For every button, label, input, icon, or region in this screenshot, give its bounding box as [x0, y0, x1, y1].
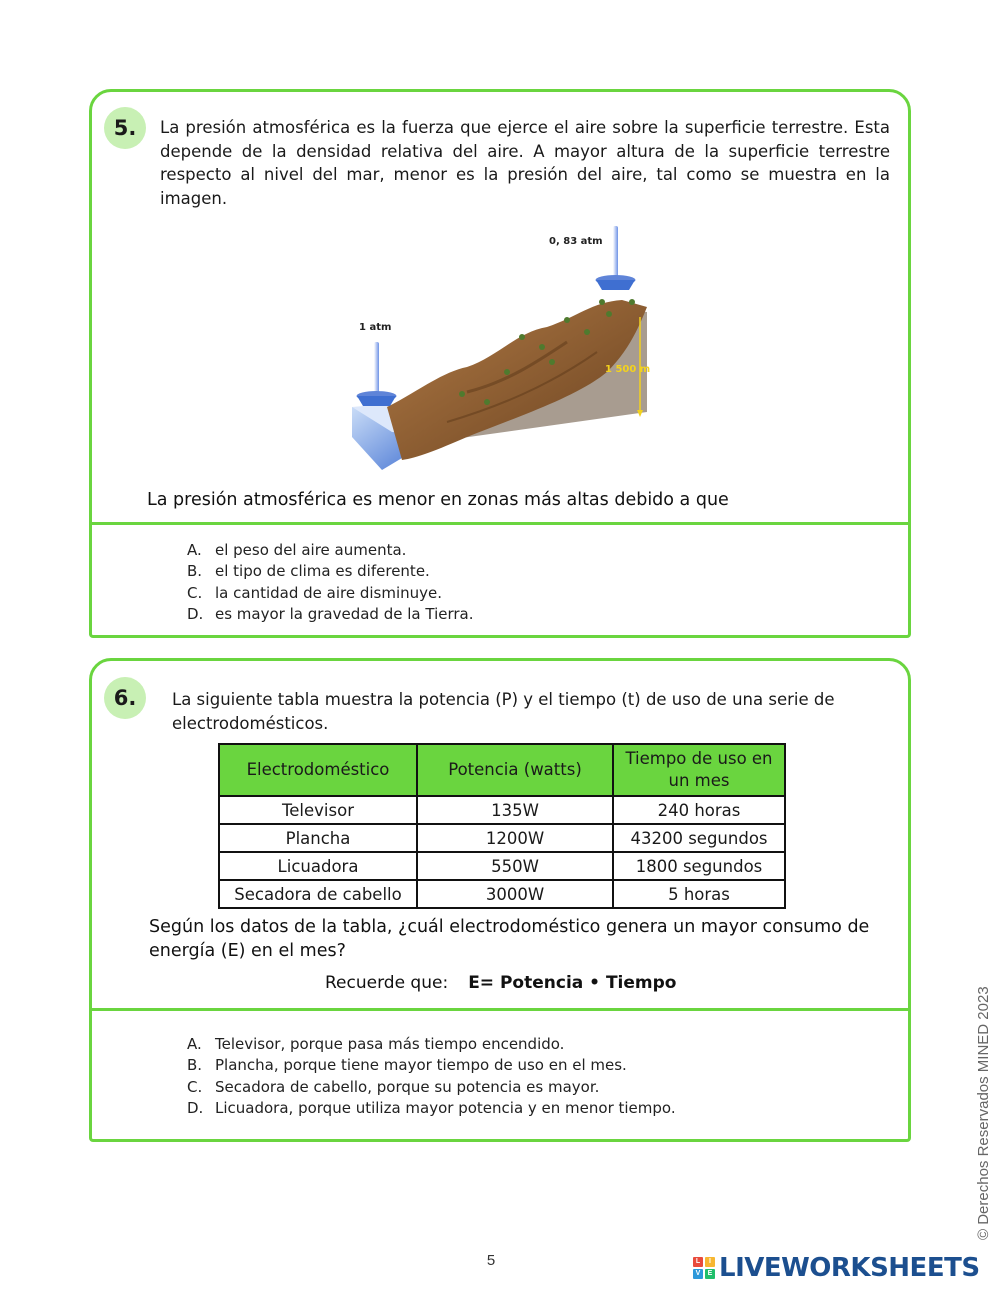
pressure-label-altitude: 0, 83 atm: [549, 236, 603, 247]
logo-text: LIVEWORKSHEETS: [719, 1253, 980, 1283]
option-a[interactable]: A. Televisor, porque pasa más tiempo encendido.: [187, 1034, 565, 1053]
question-6-card: [89, 658, 911, 1142]
divider: [92, 522, 908, 525]
option-c[interactable]: C. la cantidad de aire disminuye.: [187, 583, 443, 602]
option-d[interactable]: D. es mayor la gravedad de la Tierra.: [187, 605, 474, 624]
table-row: Licuadora 550W 1800 segundos: [219, 852, 785, 880]
question-number-badge: 6.: [104, 677, 146, 719]
answer-options: [187, 539, 474, 625]
question-paragraph: La presión atmosférica es la fuerza que ejerce el aire sobre la superficie terrestre. Esta depende de la densidad relativa del aire. A mayor altura de la superficie terrestre respecto al nivel del mar, menor es la presión del aire, tal como se muestra en la imagen.: [160, 118, 890, 208]
appliance-table: [218, 743, 786, 909]
option-b[interactable]: B. el tipo de clima es diferente.: [187, 562, 430, 581]
question-paragraph: La siguiente tabla muestra la potencia (P) y el tiempo (t) de uso de una serie de electrodomésticos.: [172, 690, 835, 733]
energy-formula: [325, 973, 676, 993]
table-header: Potencia (watts): [417, 744, 613, 796]
table-row: Plancha 1200W 43200 segundos: [219, 824, 785, 852]
question-number-badge: 5.: [104, 107, 146, 149]
table-header: Tiempo de uso en un mes: [613, 744, 785, 796]
answer-options: [187, 1033, 676, 1119]
divider: [92, 1008, 908, 1011]
atmospheric-pressure-figure: [347, 222, 667, 477]
table-row: Secadora de cabello 3000W 5 horas: [219, 880, 785, 908]
pressure-label-sea-level: 1 atm: [359, 322, 392, 333]
logo-blocks-icon: L I V E: [693, 1257, 715, 1279]
height-label: 1 500 m: [605, 364, 651, 375]
copyright-notice: © Derechos Reservados MINED 2023: [975, 986, 992, 1240]
question-stem: La presión atmosférica es menor en zonas más altas debido a que: [147, 490, 729, 510]
option-d[interactable]: D. Licuadora, porque utiliza mayor potencia y en menor tiempo.: [187, 1099, 676, 1118]
page-number: 5: [486, 1252, 496, 1269]
option-c[interactable]: C. Secadora de cabello, porque su potencia es mayor.: [187, 1077, 600, 1096]
question-5-card: [89, 89, 911, 638]
table-row: Televisor 135W 240 horas: [219, 796, 785, 824]
formula-expression: E= Potencia • Tiempo: [468, 973, 677, 993]
formula-label: Recuerde que:: [325, 973, 449, 993]
question-stem: Según los datos de la tabla, ¿cuál electrodoméstico genera un mayor consumo de energía (E) en el mes?: [149, 917, 870, 961]
option-b[interactable]: B. Plancha, porque tiene mayor tiempo de uso en el mes.: [187, 1056, 627, 1075]
option-a[interactable]: A. el peso del aire aumenta.: [187, 540, 407, 559]
table-header: Electrodoméstico: [219, 744, 417, 796]
liveworksheets-logo[interactable]: [693, 1253, 980, 1283]
